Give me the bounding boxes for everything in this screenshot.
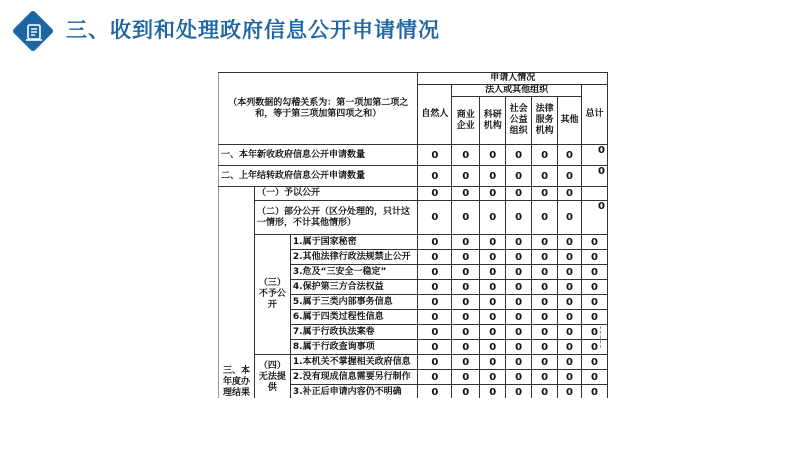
table-cell: 0 xyxy=(452,187,480,201)
table-cell: 0 xyxy=(452,370,480,385)
row-label: 2.没有现成信息需要另行制作 xyxy=(290,370,418,385)
table-cell: 0 xyxy=(452,340,480,355)
table-cell: 0 xyxy=(532,370,558,385)
table-cell: 0 xyxy=(506,201,532,235)
table-cell: 0 xyxy=(532,325,558,340)
header-legal-col: 法律服务机构 xyxy=(532,97,558,145)
scroll-indicator xyxy=(600,326,605,348)
table-cell: 0 xyxy=(418,370,452,385)
table-cell: 0 xyxy=(581,145,607,166)
table-cell: 0 xyxy=(581,295,607,310)
table-cell: 0 xyxy=(506,250,532,265)
stub-note: （本列数据的勾稽关系为：第一项加第二项之和，等于第三项加第四项之和） xyxy=(219,73,418,145)
table-cell: 0 xyxy=(558,385,582,399)
table-row xyxy=(219,355,608,370)
table-cell: 0 xyxy=(532,355,558,370)
table-cell: 0 xyxy=(452,385,480,399)
table-cell: 0 xyxy=(452,265,480,280)
table-cell: 0 xyxy=(480,235,506,250)
row-label: 1.属于国家秘密 xyxy=(290,235,418,250)
table-cell: 0 xyxy=(418,187,452,201)
header-total: 总计 xyxy=(581,85,607,145)
table-cell: 0 xyxy=(581,340,607,355)
row-label: 3.补正后申请内容仍不明确 xyxy=(290,385,418,399)
table-cell: 0 xyxy=(581,166,607,187)
table-cell: 0 xyxy=(506,385,532,399)
subgroup-label: （三）不予公开 xyxy=(254,235,290,355)
table-cell: 0 xyxy=(558,295,582,310)
table-cell: 0 xyxy=(452,250,480,265)
row-label: （一）予以公开 xyxy=(254,187,417,201)
table-cell: 0 xyxy=(418,235,452,250)
table-cell: 0 xyxy=(506,280,532,295)
table-cell: 0 xyxy=(480,145,506,166)
table-cell: 0 xyxy=(558,265,582,280)
table-cell: 0 xyxy=(480,340,506,355)
table-cell: 0 xyxy=(558,370,582,385)
row-label: 6.属于四类过程性信息 xyxy=(290,310,418,325)
table-cell: 0 xyxy=(480,187,506,201)
table-cell: 0 xyxy=(581,235,607,250)
table-cell: 0 xyxy=(558,187,582,201)
table-cell: 0 xyxy=(506,145,532,166)
table-cell: 0 xyxy=(558,235,582,250)
table-cell: 0 xyxy=(480,265,506,280)
table-cell: 0 xyxy=(418,325,452,340)
table-cell: 0 xyxy=(581,265,607,280)
table-row xyxy=(219,145,608,166)
table-cell: 0 xyxy=(480,295,506,310)
table-cell: 0 xyxy=(558,340,582,355)
table-cell: 0 xyxy=(532,385,558,399)
table-cell: 0 xyxy=(418,355,452,370)
table-cell: 0 xyxy=(452,166,480,187)
table-cell: 0 xyxy=(418,201,452,235)
subgroup-label: （四）无法提供 xyxy=(254,355,290,399)
table-cell: 0 xyxy=(418,295,452,310)
row-label: 一、本年新收政府信息公开申请数量 xyxy=(219,145,418,166)
table-cell: 0 xyxy=(532,166,558,187)
row-label: 2.其他法律行政法规禁止公开 xyxy=(290,250,418,265)
table-cell: 0 xyxy=(418,340,452,355)
table-cell: 0 xyxy=(452,145,480,166)
table-row xyxy=(219,201,608,235)
table-cell: 0 xyxy=(581,201,607,235)
row-label: 5.属于三类内部事务信息 xyxy=(290,295,418,310)
table-cell: 0 xyxy=(452,280,480,295)
header-legal: 法人或其他组织 xyxy=(452,85,582,97)
row-label: （二）部分公开（区分处理的，只计这一情形，不计其他情形） xyxy=(254,201,417,235)
table-row xyxy=(219,235,608,250)
table-cell: 0 xyxy=(452,355,480,370)
table-cell: 0 xyxy=(452,295,480,310)
header-legal-col: 社会公益组织 xyxy=(506,97,532,145)
table-cell: 0 xyxy=(452,201,480,235)
table-cell: 0 xyxy=(418,385,452,399)
table-cell: 0 xyxy=(506,166,532,187)
table-cell: 0 xyxy=(558,145,582,166)
table-cell: 0 xyxy=(418,265,452,280)
table-cell: 0 xyxy=(581,355,607,370)
table-cell: 0 xyxy=(558,325,582,340)
table-cell: 0 xyxy=(581,325,607,340)
table-cell: 0 xyxy=(452,310,480,325)
table-cell: 0 xyxy=(532,250,558,265)
table-cell: 0 xyxy=(532,265,558,280)
table-row xyxy=(219,187,608,201)
table-cell: 0 xyxy=(506,355,532,370)
table-cell: 0 xyxy=(581,280,607,295)
header-legal-col: 科研机构 xyxy=(480,97,506,145)
table-cell: 0 xyxy=(418,280,452,295)
table-cell: 0 xyxy=(480,250,506,265)
row-label: 二、上年结转政府信息公开申请数量 xyxy=(219,166,418,187)
table-cell: 0 xyxy=(480,355,506,370)
table-cell: 0 xyxy=(558,355,582,370)
table-cell: 0 xyxy=(558,250,582,265)
table-cell: 0 xyxy=(506,187,532,201)
table-cell: 0 xyxy=(532,340,558,355)
row-label: 4.保护第三方合法权益 xyxy=(290,280,418,295)
table-cell: 0 xyxy=(532,310,558,325)
table-cell: 0 xyxy=(506,340,532,355)
table-cell: 0 xyxy=(532,187,558,201)
row-label: 7.属于行政执法案卷 xyxy=(290,325,418,340)
table-cell: 0 xyxy=(418,250,452,265)
table-cell: 0 xyxy=(558,166,582,187)
table-cell: 0 xyxy=(480,325,506,340)
table-cell: 0 xyxy=(558,280,582,295)
table-cell: 0 xyxy=(480,201,506,235)
table-cell: 0 xyxy=(532,235,558,250)
table-cell: 0 xyxy=(480,280,506,295)
report-table-container xyxy=(218,72,608,398)
table-cell: 0 xyxy=(480,310,506,325)
header-row xyxy=(219,73,608,85)
row-label: 3.危及“三安全一稳定” xyxy=(290,265,418,280)
table-cell: 0 xyxy=(506,310,532,325)
table-cell: 0 xyxy=(532,201,558,235)
page-title: 三、收到和处理政府信息公开申请情况 xyxy=(66,18,440,42)
header-legal-col: 商业企业 xyxy=(452,97,480,145)
table-cell: 0 xyxy=(480,385,506,399)
group-label: 三、本年度办理结果 xyxy=(219,187,255,399)
table-cell: 0 xyxy=(581,370,607,385)
table-cell: 0 xyxy=(581,250,607,265)
table-cell: 0 xyxy=(506,265,532,280)
table-cell: 0 xyxy=(480,370,506,385)
table-cell: 0 xyxy=(418,145,452,166)
table-cell: 0 xyxy=(558,201,582,235)
table-cell: 0 xyxy=(558,310,582,325)
header-natural: 自然人 xyxy=(418,85,452,145)
table-cell: 0 xyxy=(506,235,532,250)
table-cell: 0 xyxy=(452,235,480,250)
table-cell: 0 xyxy=(506,370,532,385)
report-table xyxy=(218,72,608,398)
table-cell xyxy=(581,187,607,201)
table-cell: 0 xyxy=(581,385,607,399)
header-legal-col: 其他 xyxy=(558,97,582,145)
table-cell: 0 xyxy=(532,295,558,310)
table-cell: 0 xyxy=(581,310,607,325)
row-label: 1.本机关不掌握相关政府信息 xyxy=(290,355,418,370)
table-cell: 0 xyxy=(452,325,480,340)
header-applicant: 申请人情况 xyxy=(418,73,608,85)
table-cell: 0 xyxy=(532,145,558,166)
table-cell: 0 xyxy=(532,280,558,295)
table-cell: 0 xyxy=(480,166,506,187)
table-cell: 0 xyxy=(418,166,452,187)
document-icon xyxy=(22,20,46,44)
table-row xyxy=(219,166,608,187)
row-label: 8.属于行政查询事项 xyxy=(290,340,418,355)
table-cell: 0 xyxy=(506,295,532,310)
table-cell: 0 xyxy=(418,310,452,325)
page-header xyxy=(0,0,800,72)
table-cell: 0 xyxy=(506,325,532,340)
